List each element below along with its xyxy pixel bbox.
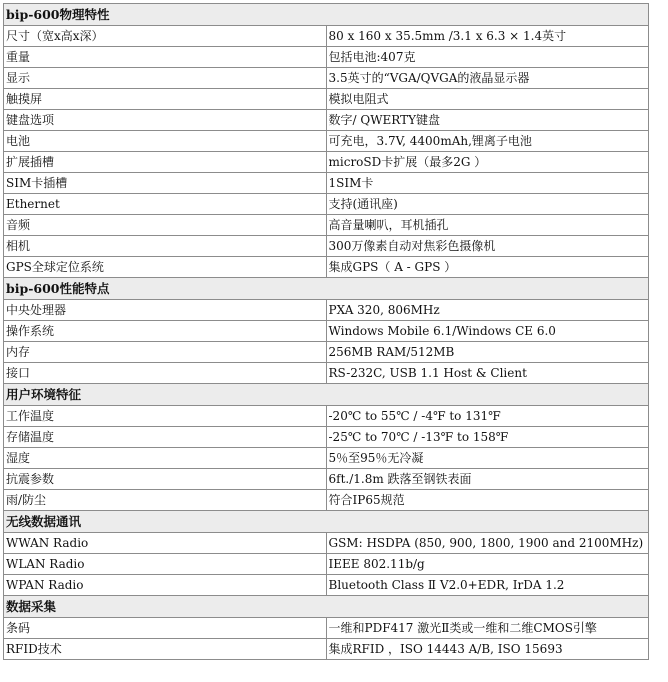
spec-value: 数字/ QWERTY键盘	[326, 110, 649, 131]
spec-value: Windows Mobile 6.1/Windows CE 6.0	[326, 321, 649, 342]
table-row	[4, 469, 649, 490]
table-row	[4, 618, 649, 639]
spec-value: IEEE 802.11b/g	[326, 554, 649, 575]
table-row	[4, 152, 649, 173]
spec-value: 集成RFID ，ISO 14443 A/B, ISO 15693	[326, 639, 649, 660]
spec-value: -25℃ to 70℃ / -13℉ to 158℉	[326, 427, 649, 448]
spec-value: PXA 320, 806MHz	[326, 300, 649, 321]
spec-table	[3, 3, 649, 660]
spec-label: 尺寸（宽x高x深）	[4, 26, 327, 47]
table-row	[4, 68, 649, 89]
table-row	[4, 427, 649, 448]
table-row	[4, 554, 649, 575]
spec-label: 键盘选项	[4, 110, 327, 131]
spec-label: 相机	[4, 236, 327, 257]
spec-value: 集成GPS（ A - GPS ）	[326, 257, 649, 278]
spec-value: 模拟电阻式	[326, 89, 649, 110]
spec-label: SIM卡插槽	[4, 173, 327, 194]
table-row	[4, 342, 649, 363]
table-row	[4, 215, 649, 236]
spec-label: WWAN Radio	[4, 533, 327, 554]
spec-value: Bluetooth Class Ⅱ V2.0+EDR, IrDA 1.2	[326, 575, 649, 596]
spec-label: 条码	[4, 618, 327, 639]
spec-value: 一维和PDF417 激光Ⅱ类或一维和二维CMOS引擎	[326, 618, 649, 639]
spec-value: 80 x 160 x 35.5mm /3.1 x 6.3 × 1.4英寸	[326, 26, 649, 47]
table-row	[4, 47, 649, 68]
spec-label: WLAN Radio	[4, 554, 327, 575]
table-row	[4, 131, 649, 152]
section-title: 数据采集	[4, 596, 649, 618]
section-title: bip-600性能特点	[4, 278, 649, 300]
table-row	[4, 639, 649, 660]
spec-label: 抗震参数	[4, 469, 327, 490]
table-row	[4, 110, 649, 131]
spec-label: 湿度	[4, 448, 327, 469]
spec-value: 300万像素自动对焦彩色摄像机	[326, 236, 649, 257]
table-row	[4, 194, 649, 215]
section-header-row	[4, 278, 649, 300]
spec-label: 重量	[4, 47, 327, 68]
section-header-row	[4, 4, 649, 26]
spec-label: 操作系统	[4, 321, 327, 342]
table-row	[4, 173, 649, 194]
spec-value: -20℃ to 55℃ / -4℉ to 131℉	[326, 406, 649, 427]
spec-label: 内存	[4, 342, 327, 363]
spec-label: 显示	[4, 68, 327, 89]
spec-label: 雨/防尘	[4, 490, 327, 511]
table-row	[4, 533, 649, 554]
table-row	[4, 490, 649, 511]
spec-value: microSD卡扩展（最多2G ）	[326, 152, 649, 173]
spec-label: 存储温度	[4, 427, 327, 448]
table-row	[4, 448, 649, 469]
spec-label: 扩展插槽	[4, 152, 327, 173]
spec-table-body	[4, 4, 649, 660]
table-row	[4, 363, 649, 384]
table-row	[4, 321, 649, 342]
spec-value: 包括电池:407克	[326, 47, 649, 68]
section-title: 用户环境特征	[4, 384, 649, 406]
spec-value: 6ft./1.8m 跌落至钢铁表面	[326, 469, 649, 490]
spec-value: RS-232C, USB 1.1 Host & Client	[326, 363, 649, 384]
section-header-row	[4, 384, 649, 406]
spec-label: 中央处理器	[4, 300, 327, 321]
spec-label: Ethernet	[4, 194, 327, 215]
section-title: bip-600物理特性	[4, 4, 649, 26]
table-row	[4, 236, 649, 257]
table-row	[4, 406, 649, 427]
section-header-row	[4, 596, 649, 618]
spec-label: 接口	[4, 363, 327, 384]
spec-label: 工作温度	[4, 406, 327, 427]
spec-value: 1SIM卡	[326, 173, 649, 194]
spec-value: 可充电，3.7V, 4400mAh,锂离子电池	[326, 131, 649, 152]
spec-label: GPS全球定位系统	[4, 257, 327, 278]
spec-value: 256MB RAM/512MB	[326, 342, 649, 363]
section-header-row	[4, 511, 649, 533]
section-title: 无线数据通讯	[4, 511, 649, 533]
spec-value: 3.5英寸的“VGA/QVGA的液晶显示器	[326, 68, 649, 89]
spec-label: 触摸屏	[4, 89, 327, 110]
spec-label: RFID技术	[4, 639, 327, 660]
spec-value: 5％至95％无冷凝	[326, 448, 649, 469]
spec-value: GSM: HSDPA (850, 900, 1800, 1900 and 2100MHz)	[326, 533, 649, 554]
spec-label: 音频	[4, 215, 327, 236]
spec-value: 符合IP65规范	[326, 490, 649, 511]
table-row	[4, 257, 649, 278]
spec-value: 支持(通讯座)	[326, 194, 649, 215]
table-row	[4, 26, 649, 47]
spec-label: WPAN Radio	[4, 575, 327, 596]
spec-label: 电池	[4, 131, 327, 152]
spec-value: 高音量喇叭，耳机插孔	[326, 215, 649, 236]
table-row	[4, 575, 649, 596]
table-row	[4, 300, 649, 321]
table-row	[4, 89, 649, 110]
